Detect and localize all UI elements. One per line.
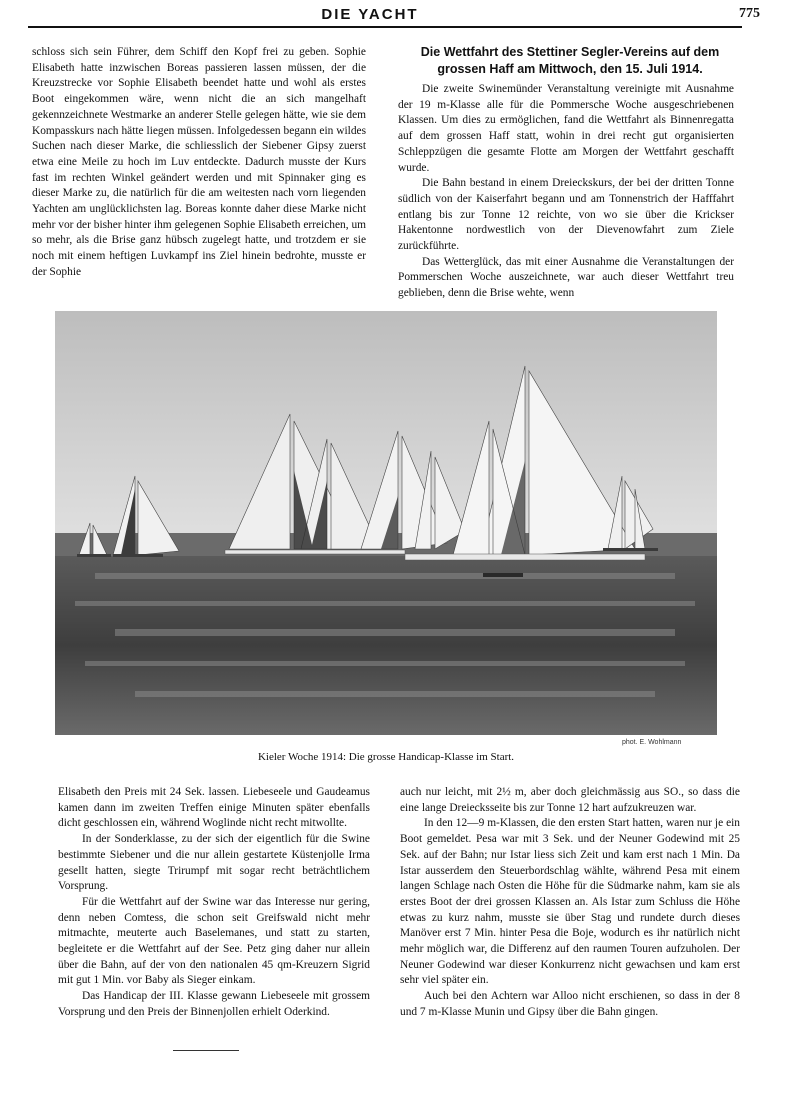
page-number: 775 xyxy=(739,6,760,21)
left-column-top xyxy=(32,45,366,281)
body-paragraph: In der Sonderklasse, zu der sich der eigentlich für die Swine bestimmte Siebener und die nur allein gestartete Küstenjolle Irma gesellt hatten, siegte Trirumpf mit sogar recht beträchtlichem Vorsprung. xyxy=(58,833,370,893)
body-paragraph: Das Wetterglück, das mit einer Ausnahme die Veranstaltungen der Pommerschen Woche auszeichnete, war auch dieser Wettfahrt treu geblieben, denn die Brise wehte, wenn xyxy=(398,255,734,300)
regatta-photograph xyxy=(55,311,717,735)
figure-caption: Kieler Woche 1914: Die grosse Handicap-Klasse im Start. xyxy=(257,751,515,763)
right-column-top xyxy=(398,82,734,302)
body-paragraph: Für die Wettfahrt auf der Swine war das Interesse nur gering, denn neben Comtess, die schon seit Greifswald nicht mehr mitmachte, meuterte auch Baselemanes, und statt zu starten, begleitete er die Wettfahrt auf der See. Petz ging daher nur allein über die Bahn, auf der von den nationalen 45 qm-Kreuzern Sigrid mit gut 1 Min. vor Baby als Sieger einkam. xyxy=(58,895,370,987)
photo-credit: phot. E. Wohlmann xyxy=(622,739,682,746)
body-paragraph: In den 12—9 m-Klassen, die den ersten Start hatten, waren nur je ein Boot gemeldet. Pesa war mit 3 Sek. und der Neuner Godewind mit 25 Sek. auf der Bahn; nur Istar liess sich Zeit und kam erst nach 1 Min. Da Istar ausserdem den Steuerbordschlag wählte, während Pesa mit einem langen Schlage nach Osten die Höhe für die Südmarke nahm, kam sie als erstes Boot der drei grossen Klassen an. Als Istar zum Schluss die Höhe etwas zu kurz nahm, musste sie über Stag und rundete durch dieses Manöver erst 7 Min. hinter Pesa die Boje, wodurch es ihr natürlich nicht mehr möglich war, die Differenz auf den raumen Touren aufzuholen. Der Neuner Godewind war dieser Konkurrenz nicht gewachsen und kam erst sehr viel später ein. xyxy=(400,817,740,987)
right-column-bottom xyxy=(400,785,740,1021)
body-paragraph: Elisabeth den Preis mit 24 Sek. lassen. Liebeseele und Gaudeamus kamen dann im zweiten Treffen einige Minuten später ebenfalls dicht geschlossen ein, während Woglinde nicht recht mitwollte. xyxy=(58,786,370,830)
journal-title: DIE YACHT xyxy=(321,6,419,23)
body-paragraph: schloss sich sein Führer, dem Schiff den Kopf frei zu geben. Sophie Elisabeth hatte inzwischen Boreas passieren lassen müssen, der die Kreuzstrecke vor Sophie Elisabeth beendet hatte und wohl als erstes Boot eingekommen wäre, wenn nicht die an sich mangelhaft gekennzeichnete Westmarke an anderer Stelle gelegen hätte, wie sie dem Kompasskurs nach hätte liegen müssen. Infolgedessen begann ein wildes Suchen nach dieser Marke, die schliesslich der Siebener Gipsy zuerst etwa eine Meile zu hoch im Luv entdeckte. Dadurch musste der Kurs fast im rechten Winkel geändert werden und mit Spinnaker ging es dieser Marke zu, die natürlich für die am weitesten nach vorn liegenden Yachten am unglücklichsten lag. Boreas konnte daher diese Marke nicht mehr vor der bisher hinter ihm gelegenen Sophie Elisabeth erreichen, um so mehr, als die Brise ganz hübsch zugelegt hatte, und trotzdem er sie noch mit einem heftigen Luvkampf ins Ziel hinein bedrohte, musste er der Sophie xyxy=(32,46,366,278)
left-column-bottom xyxy=(58,785,370,1021)
body-paragraph: Die Bahn bestand in einem Dreieckskurs, der bei der dritten Tonne südlich von der Kaiserfahrt begann und am Tonnenstrich der Hafffahrt entlang bis zur Tonne 12 reichte, von wo sie über die Krickser Hakentonne nordwestlich von der Dievenowfahrt zum Ziele zurückführte. xyxy=(398,177,734,253)
article-heading: Die Wettfahrt des Stettiner Segler-Vereins auf dem grossen Haff am Mittwoch, den 15. Juli 1914. xyxy=(420,45,720,76)
header-rule xyxy=(28,26,742,28)
body-paragraph: auch nur leicht, mit 2½ m, aber doch gleichmässig aus SO., so dass die eine lange Dreiecksseite bis zur Tonne 12 hart aufzukreuzen war. xyxy=(400,786,740,814)
body-paragraph: Auch bei den Achtern war Alloo nicht erschienen, so dass in der 8 und 7 m-Klasse Munin und Gipsy über die Bahn gingen. xyxy=(400,990,740,1018)
body-paragraph: Das Handicap der III. Klasse gewann Liebeseele mit grossem Vorsprung und den Preis der Binnenjollen erhielt Oderkind. xyxy=(58,990,370,1018)
section-end-rule xyxy=(173,1050,239,1051)
body-paragraph: Die zweite Swinemünder Veranstaltung vereinigte mit Ausnahme der 19 m-Klasse alle für die Pommersche Woche ausgeschriebenen Klassen. Um dies zu ermöglichen, fand die Wettfahrt als Binnenregatta auf dem grossen Haff statt, wohin in drei recht gut organisierten Schleppzügen die gesamte Flotte am Morgen der Wettfahrt geschafft wurde. xyxy=(398,83,734,174)
